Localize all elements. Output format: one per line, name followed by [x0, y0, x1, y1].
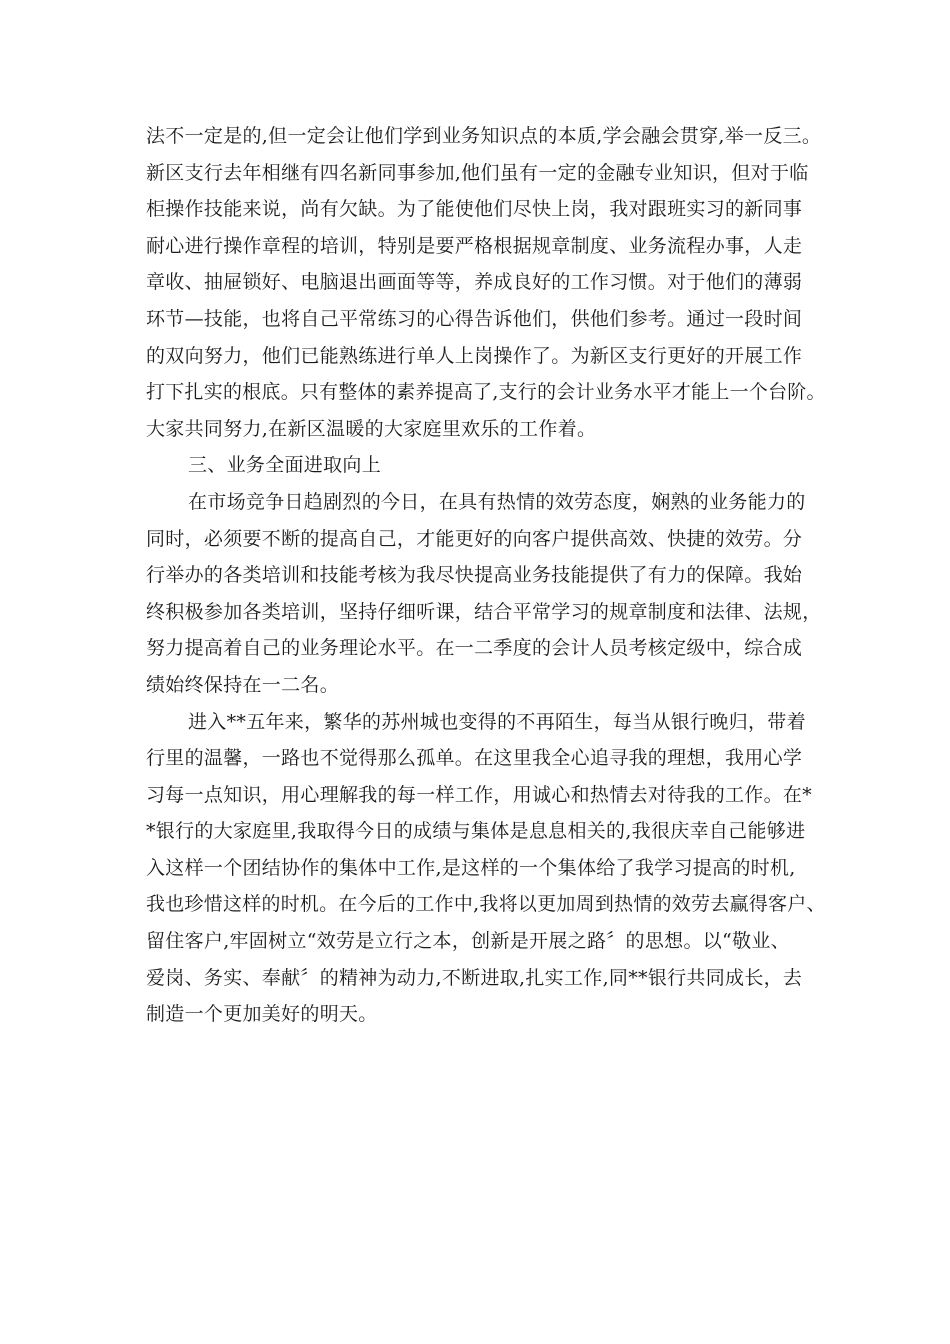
- text-line: 环节—技能，也将自己平常练习的心得告诉他们，供他们参考。通过一段时间: [146, 307, 803, 330]
- text-line: 进入**五年来，繁华的苏州城也变得的不再陌生，每当从银行晚归，带着: [188, 710, 806, 733]
- text-line: 在市场竞争日趋剧烈的今日，在具有热情的效劳态度，娴熟的业务能力的: [188, 490, 806, 513]
- text-line: 终积极参加各类培训，坚持仔细听课，结合平常学习的规章制度和法律、法规，: [146, 600, 822, 623]
- text-line: 努力提高着自己的业务理论水平。在一二季度的会计人员考核定级中，综合成: [146, 637, 803, 660]
- text-line: 制造一个更加美好的明天。: [146, 1003, 378, 1026]
- text-line: 留住客户,牢固树立“效劳是立行之本，创新是开展之路〞的思想。以“敬业、: [146, 930, 790, 953]
- text-line: *银行的大家庭里,我取得今日的成绩与集体是息息相关的,我很庆幸自己能够进: [146, 820, 806, 843]
- text-line: 习每一点知识，用心理解我的每一样工作，用诚心和热情去对待我的工作。在*: [146, 783, 813, 806]
- text-line: 行举办的各类培训和技能考核为我尽快提高业务技能提供了有力的保障。我始: [146, 564, 803, 587]
- text-line: 柜操作技能来说，尚有欠缺。为了能使他们尽快上岗，我对跟班实习的新同事: [146, 198, 803, 221]
- text-line: 爱岗、务实、奉献〞的精神为动力,不断进取,扎实工作,同**银行共同成长，去: [146, 966, 803, 989]
- text-line: 同时，必须要不断的提高自己，才能更好的向客户提供高效、快捷的效劳。分: [146, 527, 803, 550]
- text-line: 法不一定是的,但一定会让他们学到业务知识点的本质,学会融会贯穿,举一反三。: [146, 125, 822, 147]
- text-line: 入这样一个团结协作的集体中工作,是这样的一个集体给了我学习提高的时机,: [146, 856, 796, 879]
- text-line: 打下扎实的根底。只有整体的素养提高了,支行的会计业务水平才能上一个台阶。: [146, 381, 826, 404]
- text-line: 的双向努力，他们已能熟练进行单人上岗操作了。为新区支行更好的开展工作: [146, 344, 803, 367]
- text-line: 绩始终保持在一二名。: [146, 673, 340, 696]
- text-line: 我也珍惜这样的时机。在今后的工作中,我将以更加周到热情的效劳去赢得客户、: [146, 893, 826, 916]
- body-text: [146, 118, 826, 1033]
- text-line: 耐心进行操作章程的培训，特别是要严格根据规章制度、业务流程办事，人走: [146, 234, 803, 257]
- text-line: 新区支行去年相继有四名新同事参加,他们虽有一定的金融专业知识，但对于临: [146, 161, 809, 184]
- text-line: 章收、抽屉锁好、电脑退出画面等等，养成良好的工作习惯。对于他们的薄弱: [146, 271, 803, 294]
- text-line: 行里的温馨，一路也不觉得那么孤单。在这里我全心追寻我的理想，我用心学: [146, 747, 803, 770]
- text-line: 大家共同努力,在新区温暖的大家庭里欢乐的工作着。: [146, 417, 597, 440]
- section-heading: 三、业务全面进取向上: [188, 454, 382, 477]
